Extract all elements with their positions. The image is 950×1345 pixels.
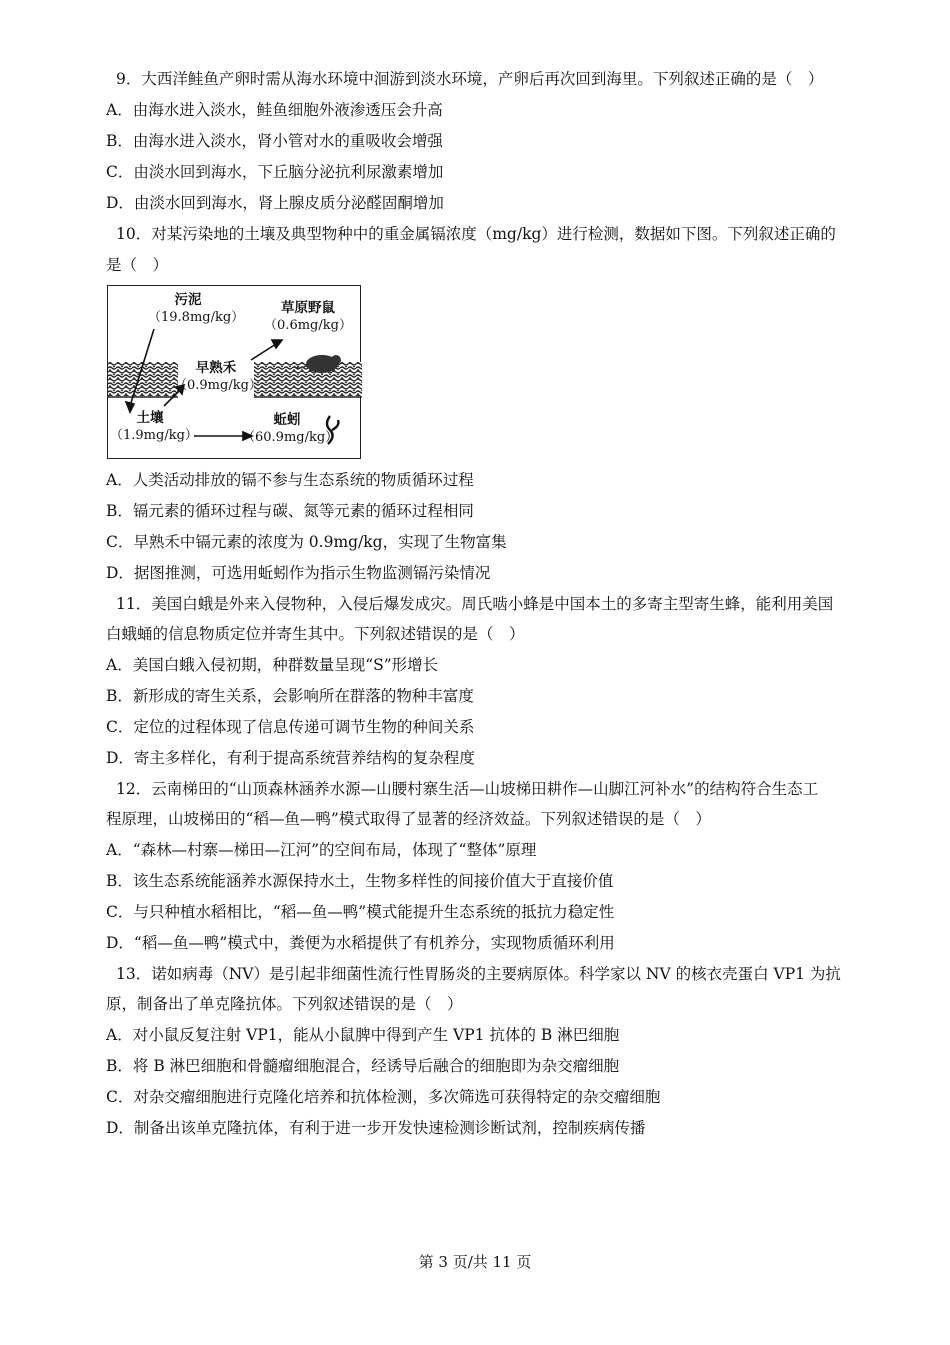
q11-option-d: D．寄主多样化，有利于提高系统营养结构的复杂程度 <box>106 749 475 767</box>
earthworm-label: 蚯蚓 （60.9mg/kg） <box>242 412 339 445</box>
q12-option-a: A．“森林—村寨—梯田—江河”的空间布局，体现了“整体”原理 <box>106 841 537 859</box>
q13-option-b: B．将 B 淋巴细胞和骨髓瘤细胞混合，经诱导后融合的细胞即为杂交瘤细胞 <box>106 1057 620 1075</box>
q10-option-b: B．镉元素的循环过程与碳、氮等元素的循环过程相同 <box>106 502 474 520</box>
q12-stem-line2: 程原理，山坡梯田的“稻—鱼—鸭”模式取得了显著的经济效益。下列叙述错误的是（ ） <box>106 810 711 828</box>
q11-option-c: C．定位的过程体现了信息传递可调节生物的种间关系 <box>106 718 475 736</box>
q11-stem-line1: 11．美国白蛾是外来入侵物种，入侵后爆发成灾。周氏啮小蜂是中国本土的多寄主型寄生蜂，能利用美国 <box>116 595 834 613</box>
q11-option-b: B．新形成的寄生关系，会影响所在群落的物种丰富度 <box>106 687 474 705</box>
q10-stem-line2: 是（ ） <box>106 256 169 274</box>
q12-option-d: D．“稻—鱼—鸭”模式中，粪便为水稻提供了有机养分，实现物质循环利用 <box>106 934 615 952</box>
q9-option-d: D．由淡水回到海水，肾上腺皮质分泌醛固酮增加 <box>106 194 444 212</box>
q13-option-a: A．对小鼠反复注射 VP1，能从小鼠脾中得到产生 VP1 抗体的 B 淋巴细胞 <box>106 1026 620 1044</box>
q13-stem-line1: 13．诺如病毒（NV）是引起非细菌性流行性胃肠炎的主要病原体。科学家以 NV 的核衣壳蛋白 VP1 为抗 <box>116 965 841 983</box>
q13-option-d: D．制备出该单克隆抗体，有利于进一步开发快速检测诊断试剂，控制疾病传播 <box>106 1119 646 1137</box>
q10-option-a: A．人类活动排放的镉不参与生态系统的物质循环过程 <box>106 471 474 489</box>
q9-stem: 9．大西洋鲑鱼产卵时需从海水环境中洄游到淡水环境，产卵后再次回到海里。下列叙述正确的是（ ） <box>116 70 824 88</box>
q13-option-c: C．对杂交瘤细胞进行克隆化培养和抗体检测，多次筛选可获得特定的杂交瘤细胞 <box>106 1088 661 1106</box>
q12-option-b: B．该生态系统能涵养水源保持水土，生物多样性的间接价值大于直接价值 <box>106 872 614 890</box>
vole-label: 草原野鼠 （0.6mg/kg） <box>264 300 352 333</box>
q9-option-c: C．由淡水回到海水，下丘脑分泌抗利尿激素增加 <box>106 163 444 181</box>
q9-option-b: B．由海水进入淡水，肾小管对水的重吸收会增强 <box>106 132 443 150</box>
soil-label: 土壤 （1.9mg/kg） <box>110 410 198 443</box>
q10-stem-line1: 10．对某污染地的土壤及典型物种中的重金属镉浓度（mg/kg）进行检测，数据如下图。下列叙述正确的 <box>116 225 836 243</box>
q13-stem-line2: 原，制备出了单克隆抗体。下列叙述错误的是（ ） <box>106 995 463 1013</box>
q11-option-a: A．美国白蛾入侵初期，种群数量呈现“S”形增长 <box>106 656 439 674</box>
q12-option-c: C．与只种植水稻相比，“稻—鱼—鸭”模式能提升生态系统的抵抗力稳定性 <box>106 903 615 921</box>
q10-option-d: D．据图推测，可选用蚯蚓作为指示生物监测镉污染情况 <box>106 564 491 582</box>
page-number: 第 3 页/共 11 页 <box>418 1253 532 1271</box>
q10-option-c: C．早熟禾中镉元素的浓度为 0.9mg/kg，实现了生物富集 <box>106 533 507 551</box>
q12-stem-line1: 12．云南梯田的“山顶森林涵养水源—山腰村寨生活—山坡梯田耕作—山脚江河补水”的结构符合生态工 <box>116 780 819 798</box>
sludge-label: 污泥 （19.8mg/kg） <box>148 292 245 325</box>
q11-stem-line2: 白蛾蛹的信息物质定位并寄生其中。下列叙述错误的是（ ） <box>106 625 525 643</box>
cadmium-figure <box>107 285 361 459</box>
q9-option-a: A．由海水进入淡水，鲑鱼细胞外液渗透压会升高 <box>106 101 443 119</box>
arrow-rice-vole <box>251 344 276 360</box>
rice-label: 早熟禾 （0.9mg/kg） <box>174 360 262 393</box>
arrow-rice-vole-head <box>272 340 282 348</box>
